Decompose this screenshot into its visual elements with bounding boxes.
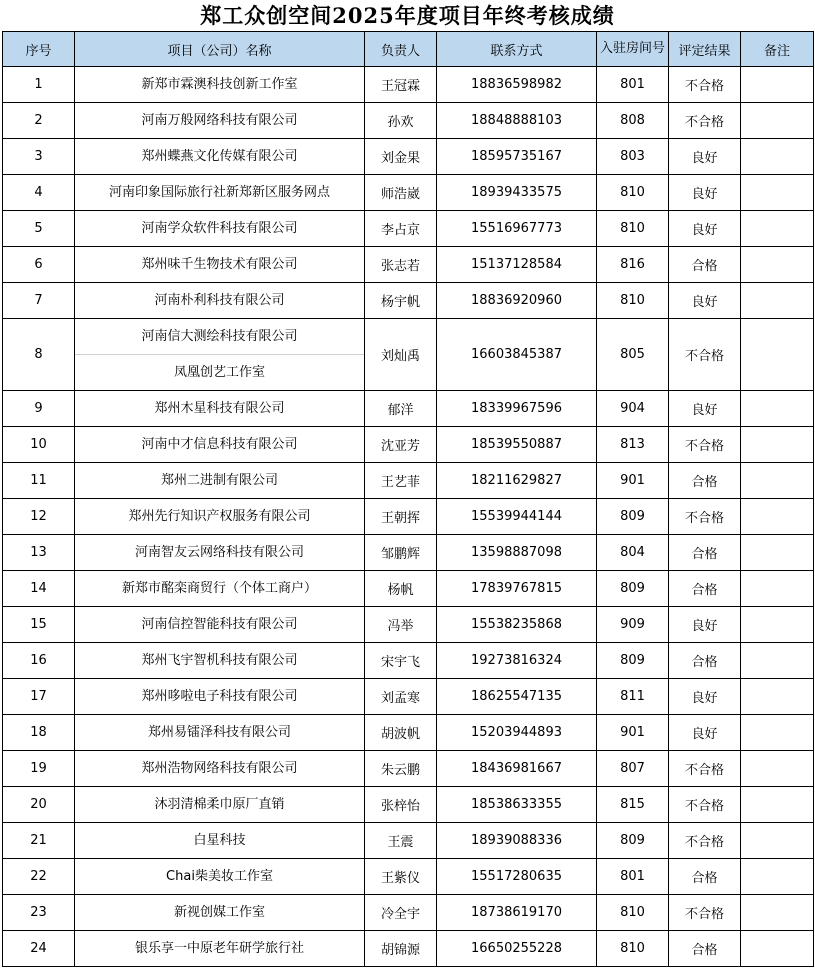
row-project-name (75, 535, 365, 571)
row-note (741, 103, 814, 139)
table-row (3, 391, 814, 427)
row-index: 6 (3, 247, 75, 283)
row-index: 12 (3, 499, 75, 535)
table-row (3, 679, 814, 715)
row-index: 23 (3, 895, 75, 931)
row-room: 808 (597, 103, 669, 139)
row-result: 不合格 (669, 319, 741, 391)
row-note (741, 715, 814, 751)
row-phone: 18939433575 (437, 175, 597, 211)
row-result: 合格 (669, 859, 741, 895)
table-row (3, 607, 814, 643)
row-index: 16 (3, 643, 75, 679)
project-name-text: 河南信控智能科技有限公司 (141, 617, 298, 632)
row-owner: 孙欢 (365, 103, 437, 139)
row-room: 810 (597, 175, 669, 211)
row-phone: 18625547135 (437, 679, 597, 715)
row-room: 901 (597, 463, 669, 499)
row-project-name (75, 679, 365, 715)
project-name-text: 郑州易镭泽科技有限公司 (147, 725, 291, 740)
row-index: 1 (3, 67, 75, 103)
row-result: 良好 (669, 679, 741, 715)
row-result: 合格 (669, 535, 741, 571)
row-room: 810 (597, 211, 669, 247)
project-name-text: 郑州飞宇智机科技有限公司 (141, 653, 298, 668)
project-name-text: 郑州味千生物技术有限公司 (141, 257, 298, 272)
row-result: 不合格 (669, 823, 741, 859)
row-note (741, 787, 814, 823)
row-phone: 15538235868 (437, 607, 597, 643)
row-note (741, 319, 814, 391)
row-project-name (75, 67, 365, 103)
row-room: 809 (597, 571, 669, 607)
header-result: 评定结果 (669, 32, 741, 67)
row-project-name (75, 175, 365, 211)
row-room: 815 (597, 787, 669, 823)
row-owner: 胡波帆 (365, 715, 437, 751)
row-owner: 沈亚芳 (365, 427, 437, 463)
row-room: 816 (597, 247, 669, 283)
row-room: 809 (597, 643, 669, 679)
table-row (3, 427, 814, 463)
row-index: 7 (3, 283, 75, 319)
row-project-name (75, 715, 365, 751)
row-note (741, 463, 814, 499)
row-index: 24 (3, 931, 75, 967)
row-index: 14 (3, 571, 75, 607)
row-owner: 刘金果 (365, 139, 437, 175)
row-result: 合格 (669, 463, 741, 499)
row-index: 20 (3, 787, 75, 823)
row-owner: 张梓怡 (365, 787, 437, 823)
project-name-text: 郑州哆啦电子科技有限公司 (141, 689, 298, 704)
row-phone: 16650255228 (437, 931, 597, 967)
row-note (741, 535, 814, 571)
row-index: 4 (3, 175, 75, 211)
row-room: 811 (597, 679, 669, 715)
row-phone: 18836920960 (437, 283, 597, 319)
row-phone: 18339967596 (437, 391, 597, 427)
row-project-name (75, 103, 365, 139)
row-room: 813 (597, 427, 669, 463)
row-result: 不合格 (669, 427, 741, 463)
row-index: 21 (3, 823, 75, 859)
row-note (741, 499, 814, 535)
row-owner: 宋宇飞 (365, 643, 437, 679)
row-index: 18 (3, 715, 75, 751)
page-title: 郑工众创空间2025年度项目年终考核成绩 (200, 3, 615, 28)
row-project-name (75, 391, 365, 427)
row-index: 5 (3, 211, 75, 247)
project-name-text: 沐羽清棉柔巾原厂直销 (154, 797, 285, 812)
row-phone: 18211629827 (437, 463, 597, 499)
project-name-text: 郑州先行知识产权服务有限公司 (128, 509, 311, 524)
row-result: 不合格 (669, 787, 741, 823)
row-note (741, 175, 814, 211)
row-index: 2 (3, 103, 75, 139)
row-room: 804 (597, 535, 669, 571)
table-row (3, 643, 814, 679)
row-note (741, 751, 814, 787)
row-note (741, 859, 814, 895)
row-note (741, 679, 814, 715)
row-room: 810 (597, 895, 669, 931)
table-row (3, 283, 814, 319)
project-name-text: 白星科技 (193, 833, 246, 848)
table-row (3, 859, 814, 895)
row-note (741, 67, 814, 103)
row-project-name (75, 319, 365, 391)
row-result: 良好 (669, 607, 741, 643)
table-row (3, 175, 814, 211)
row-owner: 冯举 (365, 607, 437, 643)
row-phone: 18848888103 (437, 103, 597, 139)
row-owner: 王艺菲 (365, 463, 437, 499)
row-index: 19 (3, 751, 75, 787)
row-phone: 18539550887 (437, 427, 597, 463)
project-name-text: 河南学众软件科技有限公司 (141, 221, 298, 236)
row-phone: 18939088336 (437, 823, 597, 859)
project-name-text: 郑州二进制有限公司 (160, 473, 278, 488)
header-room: 入驻房间号 (597, 32, 669, 67)
row-result: 不合格 (669, 751, 741, 787)
project-name-text: 郑州蝶燕文化传媒有限公司 (141, 149, 298, 164)
row-room: 801 (597, 67, 669, 103)
row-project-name (75, 931, 365, 967)
header-phone: 联系方式 (437, 32, 597, 67)
table-row (3, 751, 814, 787)
row-note (741, 427, 814, 463)
project-name-text: 新视创媒工作室 (173, 905, 265, 920)
row-room: 801 (597, 859, 669, 895)
row-project-name (75, 787, 365, 823)
row-project-name (75, 427, 365, 463)
header-owner: 负责人 (365, 32, 437, 67)
row-result: 不合格 (669, 499, 741, 535)
table-row (3, 67, 814, 103)
row-room: 904 (597, 391, 669, 427)
row-room: 805 (597, 319, 669, 391)
table-row (3, 895, 814, 931)
row-project-name (75, 571, 365, 607)
row-owner: 李占京 (365, 211, 437, 247)
row-room: 809 (597, 499, 669, 535)
row-phone: 17839767815 (437, 571, 597, 607)
project-name-text: 河南朴利科技有限公司 (154, 293, 285, 308)
row-result: 良好 (669, 211, 741, 247)
row-phone: 15137128584 (437, 247, 597, 283)
row-index: 11 (3, 463, 75, 499)
table-row (3, 139, 814, 175)
table-row (3, 787, 814, 823)
project-name-text: 河南中才信息科技有限公司 (141, 437, 298, 452)
row-room: 809 (597, 823, 669, 859)
project-name-text: 银乐享一中原老年研学旅行社 (134, 941, 304, 956)
table-row (3, 823, 814, 859)
row-result: 合格 (669, 643, 741, 679)
row-note (741, 643, 814, 679)
table-row (3, 211, 814, 247)
results-table (2, 31, 814, 967)
row-phone: 15516967773 (437, 211, 597, 247)
row-project-name (75, 283, 365, 319)
row-room: 909 (597, 607, 669, 643)
row-index: 3 (3, 139, 75, 175)
row-owner: 杨宇帆 (365, 283, 437, 319)
row-project-name (75, 247, 365, 283)
table-row (3, 247, 814, 283)
table-row (3, 715, 814, 751)
row-result: 良好 (669, 175, 741, 211)
row-room: 807 (597, 751, 669, 787)
row-result: 不合格 (669, 67, 741, 103)
row-note (741, 283, 814, 319)
row-project-name (75, 895, 365, 931)
row-index: 22 (3, 859, 75, 895)
row-owner: 王震 (365, 823, 437, 859)
row-phone: 15539944144 (437, 499, 597, 535)
row-note (741, 607, 814, 643)
row-phone: 18738619170 (437, 895, 597, 931)
table-row (3, 103, 814, 139)
row-index: 13 (3, 535, 75, 571)
row-owner: 朱云鹏 (365, 751, 437, 787)
row-result: 良好 (669, 715, 741, 751)
project-name-text: 新郑市酩栾商贸行（个体工商户） (121, 581, 317, 596)
row-project-name (75, 139, 365, 175)
row-phone: 16603845387 (437, 319, 597, 391)
row-owner: 刘灿禹 (365, 319, 437, 391)
row-note (741, 931, 814, 967)
table-row (3, 499, 814, 535)
row-owner: 杨帆 (365, 571, 437, 607)
row-phone: 18538633355 (437, 787, 597, 823)
row-owner: 王紫仪 (365, 859, 437, 895)
header-idx: 序号 (3, 32, 75, 67)
row-room: 901 (597, 715, 669, 751)
project-name-text: Chai柴美妆工作室 (166, 869, 273, 884)
row-index: 10 (3, 427, 75, 463)
table-row (3, 535, 814, 571)
row-note (741, 247, 814, 283)
row-phone: 15517280635 (437, 859, 597, 895)
row-phone: 18436981667 (437, 751, 597, 787)
row-phone: 15203944893 (437, 715, 597, 751)
table-row (3, 319, 814, 391)
project-name-text: 凤凰创艺工作室 (75, 354, 364, 390)
row-project-name (75, 211, 365, 247)
project-name-text: 河南信大测绘科技有限公司 (141, 329, 298, 344)
row-result: 合格 (669, 571, 741, 607)
row-result: 良好 (669, 283, 741, 319)
row-owner: 王冠霖 (365, 67, 437, 103)
row-project-name (75, 463, 365, 499)
row-result: 良好 (669, 139, 741, 175)
table-row (3, 931, 814, 967)
row-room: 803 (597, 139, 669, 175)
project-name-text: 河南智友云网络科技有限公司 (134, 545, 304, 560)
row-owner: 张志若 (365, 247, 437, 283)
row-room: 810 (597, 931, 669, 967)
row-phone: 19273816324 (437, 643, 597, 679)
row-project-name (75, 607, 365, 643)
row-phone: 18595735167 (437, 139, 597, 175)
row-note (741, 391, 814, 427)
header-name: 项目（公司）名称 (75, 32, 365, 67)
row-result: 合格 (669, 931, 741, 967)
project-name-text: 郑州木星科技有限公司 (154, 401, 285, 416)
row-note (741, 211, 814, 247)
project-name-text: 河南万般网络科技有限公司 (141, 113, 298, 128)
row-index: 9 (3, 391, 75, 427)
row-project-name (75, 823, 365, 859)
row-result: 不合格 (669, 103, 741, 139)
row-owner: 胡锦源 (365, 931, 437, 967)
row-result: 合格 (669, 247, 741, 283)
row-project-name (75, 643, 365, 679)
row-room: 810 (597, 283, 669, 319)
row-note (741, 823, 814, 859)
row-note (741, 571, 814, 607)
row-project-name (75, 751, 365, 787)
row-owner: 师浩崴 (365, 175, 437, 211)
table-row (3, 463, 814, 499)
project-name-text: 河南印象国际旅行社新郑新区服务网点 (108, 185, 330, 200)
header-note: 备注 (741, 32, 814, 67)
row-index: 8 (3, 319, 75, 391)
row-index: 17 (3, 679, 75, 715)
row-result: 良好 (669, 391, 741, 427)
row-owner: 邹鹏辉 (365, 535, 437, 571)
header-row (3, 32, 814, 67)
row-owner: 刘孟寒 (365, 679, 437, 715)
row-result: 不合格 (669, 895, 741, 931)
row-note (741, 895, 814, 931)
row-note (741, 139, 814, 175)
row-phone: 13598887098 (437, 535, 597, 571)
row-owner: 郁洋 (365, 391, 437, 427)
row-phone: 18836598982 (437, 67, 597, 103)
row-index: 15 (3, 607, 75, 643)
row-owner: 冷全宇 (365, 895, 437, 931)
table-row (3, 571, 814, 607)
row-owner: 王朝挥 (365, 499, 437, 535)
row-project-name (75, 499, 365, 535)
project-name-text: 新郑市霖澳科技创新工作室 (141, 77, 298, 92)
table-body (3, 67, 814, 967)
project-name-text: 郑州浩物网络科技有限公司 (141, 761, 298, 776)
row-project-name (75, 859, 365, 895)
